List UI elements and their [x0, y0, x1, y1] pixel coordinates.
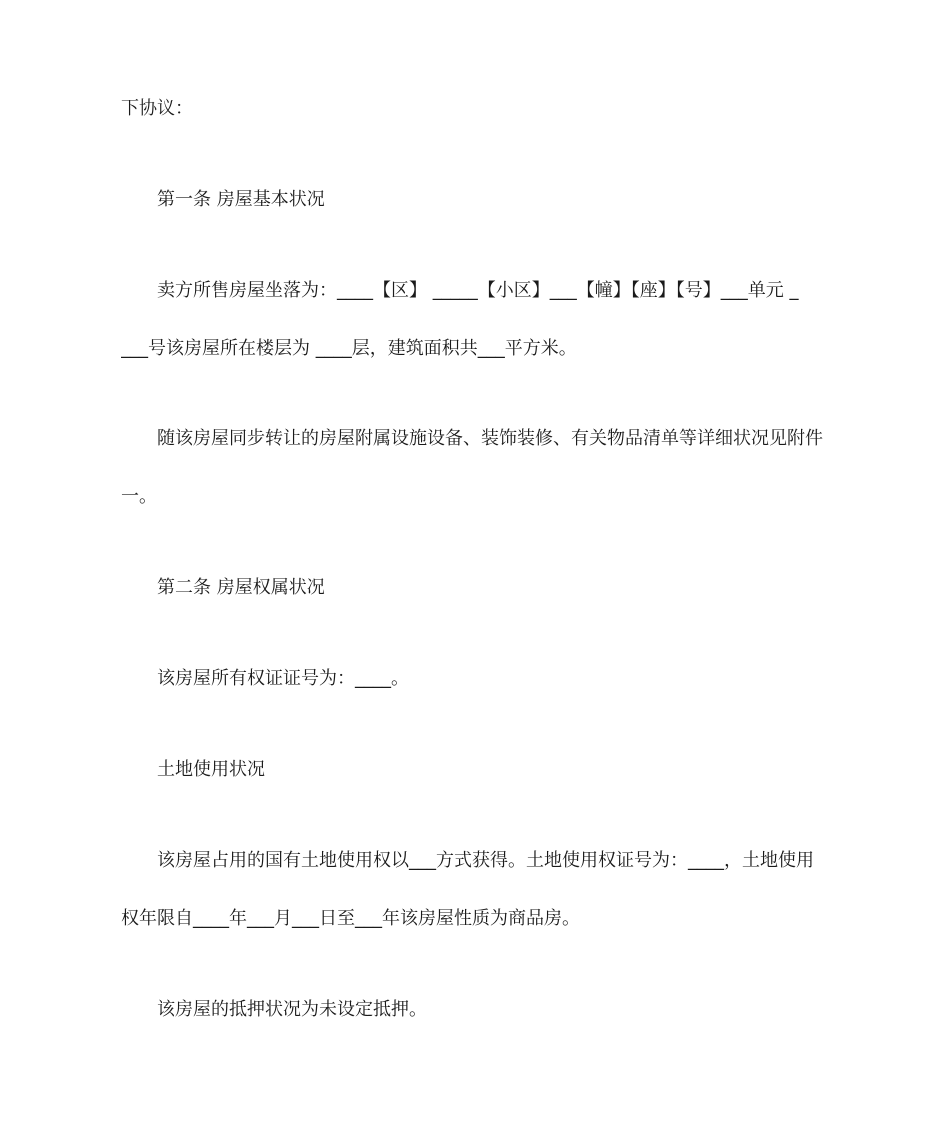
attached-facilities-line-1: 随该房屋同步转让的房屋附属设施设备、装饰装修、有关物品清单等详细状况见附件 — [157, 428, 823, 449]
land-use-right-line-2: 权年限自____年___月___日至___年该房屋性质为商品房。 — [121, 908, 580, 929]
article-1-heading: 第一条 房屋基本状况 — [157, 189, 325, 210]
property-location-line-2: ___号该房屋所在楼层为 ____层，建筑面积共___平方米。 — [121, 338, 577, 359]
agreement-intro-tail: 下协议： — [121, 98, 193, 119]
mortgage-status-line: 该房屋的抵押状况为未设定抵押。 — [157, 999, 427, 1020]
land-use-right-line-1: 该房屋占用的国有土地使用权以___方式获得。土地使用权证号为：____，土地使用 — [157, 850, 814, 871]
attached-facilities-line-2: 一。 — [121, 486, 157, 507]
property-location-line-1: 卖方所售房屋坐落为：____【区】 _____【小区】___【幢】【座】【号】___单元 _ — [157, 280, 799, 301]
ownership-certificate-line: 该房屋所有权证证号为：____。 — [157, 668, 409, 689]
article-2-heading: 第二条 房屋权属状况 — [157, 577, 325, 598]
land-use-heading: 土地使用状况 — [157, 759, 265, 780]
